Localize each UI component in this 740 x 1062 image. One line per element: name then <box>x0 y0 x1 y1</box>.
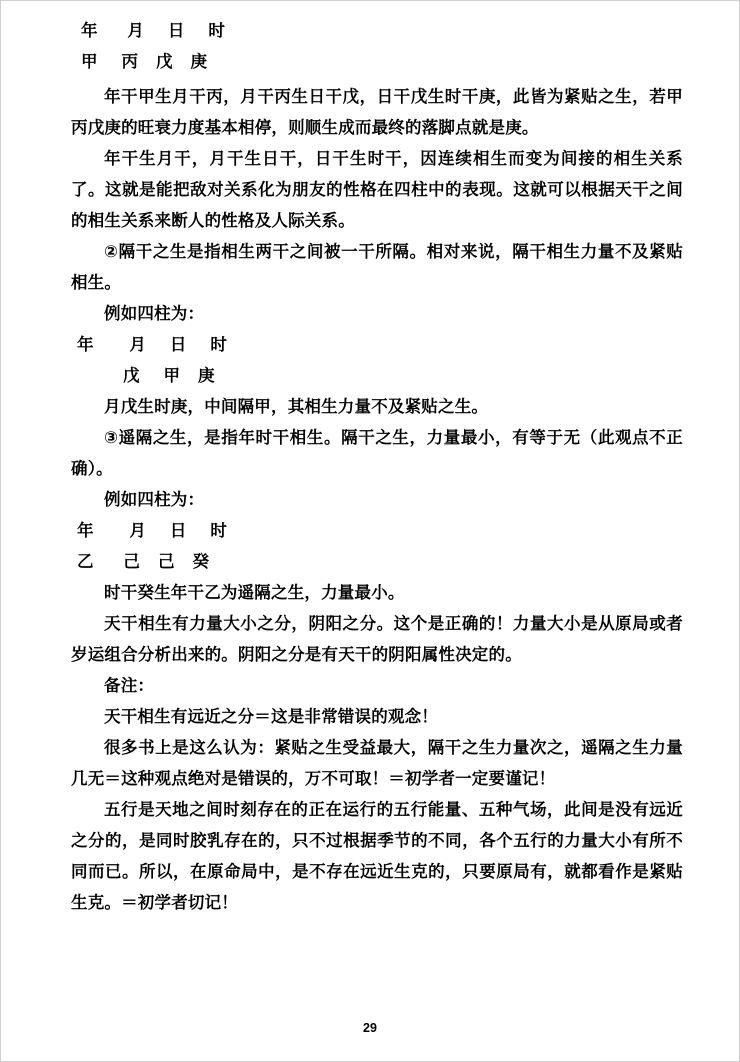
paragraph-3: ②隔干之生是指相生两干之间被一干所隔。相对来说，隔干相生力量不及紧贴相生。 <box>71 242 683 292</box>
pillar-row-stems-1: 甲 丙 戊 庚 <box>81 52 208 71</box>
paragraph-8: 很多书上是这么认为：紧贴之生受益最大，隔干之生力量次之，遥隔之生力量几无＝这种观点绝对是错误的，万不可取！＝初学者一定要谨记！ <box>71 738 683 788</box>
paragraph-9: 五行是天地之间时刻存在的正在运行的五行能量、五种气场，此间是没有远近之分的，是同时胶乳存在的，只不过根据季节的不同，各个五行的力量大小有所不同而已。所以，在原命局中，是不存在远近生克的，只要原局有，就都看作是紧贴生克。＝初学者切记！ <box>71 800 683 912</box>
pillar-row-heading-3: 年 月 日 时 <box>77 521 228 540</box>
pillar-row-stems-3: 乙 己 己 癸 <box>77 552 210 571</box>
paragraph-2: 年干生月干，月干生日干，日干生时干，因连续相生而变为间接的相生关系了。这就是能把敌对关系化为朋友的性格在四柱中的表现。这就可以根据天干之间的相生关系来断人的性格及人际关系。 <box>71 149 683 230</box>
paragraph-1: 年干甲生月干丙，月干丙生日干戊，日干戊生时干庚，此皆为紧贴之生，若甲丙戊庚的旺衰力度基本相停，则顺生成而最终的落脚点就是庚。 <box>71 87 683 137</box>
paragraph-note-label: 备注： <box>104 676 155 695</box>
paragraph-example-intro-1: 例如四柱为： <box>104 304 205 323</box>
paragraph-5: ③遥隔之生，是指年时干相生。隔干之生，力量最小，有等于无（此观点不正确）。 <box>71 428 683 478</box>
pillar-row-stems-2: 戊 甲 庚 <box>123 366 215 385</box>
paragraph-7: 天干相生有力量大小之分，阴阳之分。这个是正确的！力量大小是从原局或者岁运组合分析出来的。阴阳之分是有天干的阴阳属性决定的。 <box>71 614 683 664</box>
pillar-row-heading-1: 年 月 日 时 <box>81 21 226 40</box>
paragraph-note-heading: 天干相生有远近之分＝这是非常错误的观念！ <box>104 707 438 726</box>
page-content <box>71 15 683 918</box>
paragraph-4: 月戊生时庚，中间隔甲，其相生力量不及紧贴之生。 <box>104 397 489 416</box>
pillar-row-heading-2: 年 月 日 时 <box>77 335 228 354</box>
paragraph-example-intro-2: 例如四柱为： <box>104 490 205 509</box>
paragraph-6: 时干癸生年干乙为遥隔之生，力量最小。 <box>104 583 405 602</box>
page-number: 29 <box>363 1021 377 1035</box>
